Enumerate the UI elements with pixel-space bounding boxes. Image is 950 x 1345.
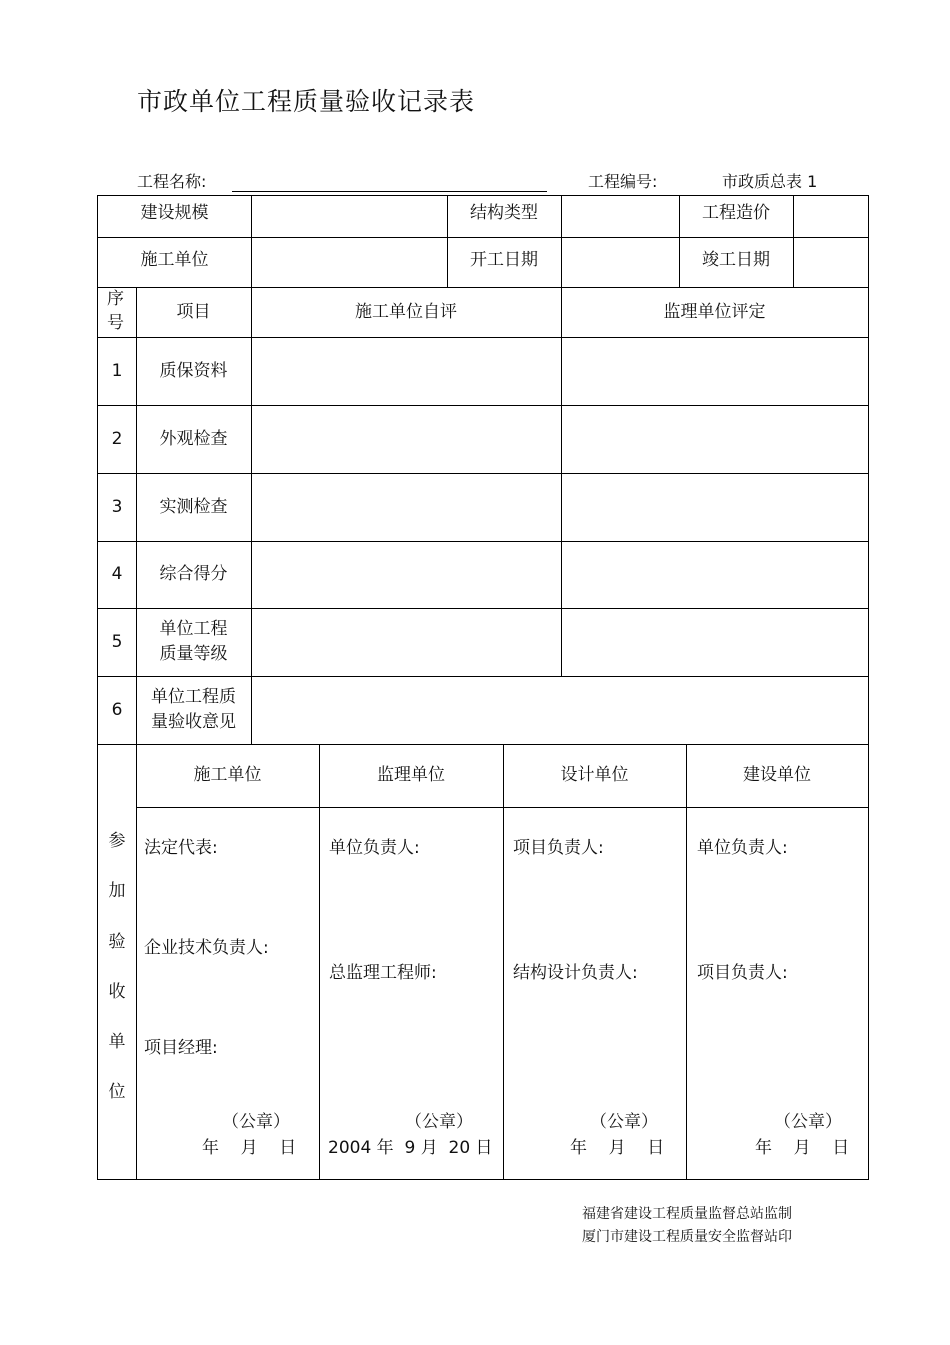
grid-line — [686, 744, 687, 1179]
date-label: 年 月 日 — [202, 1138, 297, 1158]
scale-label: 建设规模 — [140, 202, 209, 223]
supervision-eval-cell[interactable] — [561, 405, 868, 473]
role-label: 总监理工程师: — [329, 963, 437, 983]
role-label: 单位负责人: — [329, 838, 420, 858]
unit-header-construction: 施工单位 — [193, 765, 262, 785]
grid-line — [98, 237, 868, 238]
unit-header-supervision: 监理单位 — [377, 765, 445, 785]
form-code: 市政质总表 1 — [722, 172, 818, 191]
supervision-eval-cell[interactable] — [561, 337, 868, 405]
grid-line — [136, 807, 868, 808]
start-date-field[interactable] — [561, 237, 679, 287]
project-name-field[interactable] — [232, 191, 547, 192]
end-date-field[interactable] — [793, 237, 868, 287]
builder-label: 施工单位 — [140, 249, 209, 270]
item-header: 项目 — [176, 301, 211, 322]
role-label: 项目负责人: — [513, 838, 604, 858]
role-label: 结构设计负责人: — [513, 963, 638, 983]
seq-header-2: 号 — [107, 313, 124, 333]
role-label: 企业技术负责人: — [144, 938, 269, 958]
row-label — [136, 676, 251, 744]
side-label-char: 单 — [108, 1032, 126, 1052]
seal-label: （公章） — [405, 1112, 473, 1132]
acceptance-opinion-cell[interactable] — [251, 676, 868, 744]
role-label: 项目经理: — [144, 1038, 218, 1058]
grid-line — [136, 744, 137, 1179]
end-date-label: 竣工日期 — [702, 249, 770, 270]
row-label-line: 单位工程质 — [151, 687, 236, 707]
row-label-line: 单位工程 — [159, 619, 228, 639]
date-label: 2004 年 9 月 20 日 — [328, 1138, 493, 1158]
side-label-char: 加 — [108, 881, 126, 901]
grid-line — [503, 744, 504, 1179]
scale-field[interactable] — [251, 196, 447, 237]
self-eval-cell[interactable] — [251, 608, 561, 676]
supervision-eval-header: 监理单位评定 — [663, 301, 766, 322]
row-label-line: 质量等级 — [159, 644, 228, 664]
cost-field[interactable] — [793, 196, 868, 237]
side-label-char: 参 — [108, 831, 126, 851]
supervision-eval-cell[interactable] — [561, 473, 868, 541]
row-label — [136, 608, 251, 676]
structure-field[interactable] — [561, 196, 679, 237]
supervision-eval-cell[interactable] — [561, 608, 868, 676]
start-date-label: 开工日期 — [470, 249, 538, 270]
role-label: 项目负责人: — [697, 963, 788, 983]
role-label: 单位负责人: — [697, 838, 788, 858]
grid-line — [319, 744, 320, 1179]
builder-field[interactable] — [251, 237, 447, 287]
side-label-char: 收 — [108, 982, 126, 1002]
row-number: 3 — [111, 496, 123, 517]
page-title: 市政单位工程质量验收记录表 — [137, 87, 476, 116]
seq-header-1: 序 — [107, 289, 124, 309]
self-eval-cell[interactable] — [251, 337, 561, 405]
date-label: 年 月 日 — [755, 1138, 850, 1158]
project-name-label: 工程名称: — [137, 172, 207, 191]
cost-label: 工程造价 — [702, 202, 770, 223]
seal-label: （公章） — [222, 1112, 290, 1132]
self-eval-cell[interactable] — [251, 473, 561, 541]
row-label: 综合得分 — [159, 564, 228, 584]
row-label: 实测检查 — [159, 496, 228, 517]
date-label: 年 月 日 — [570, 1138, 665, 1158]
seal-label: （公章） — [590, 1112, 658, 1132]
supervision-eval-cell[interactable] — [561, 541, 868, 608]
unit-header-design: 设计单位 — [560, 765, 629, 785]
structure-label: 结构类型 — [470, 202, 538, 223]
unit-header-owner: 建设单位 — [743, 765, 811, 785]
side-label-char: 位 — [108, 1082, 126, 1102]
footer-printed-by: 厦门市建设工程质量安全监督站印 — [582, 1229, 792, 1245]
row-number: 2 — [111, 428, 123, 449]
row-label: 质保资料 — [159, 360, 228, 381]
self-eval-cell[interactable] — [251, 405, 561, 473]
row-number: 4 — [111, 564, 123, 584]
row-number: 6 — [111, 699, 123, 720]
side-label-char: 验 — [108, 932, 126, 952]
self-eval-header: 施工单位自评 — [355, 301, 457, 322]
role-label: 法定代表: — [144, 838, 218, 858]
row-label-line: 量验收意见 — [151, 712, 236, 732]
seal-label: （公章） — [774, 1112, 842, 1132]
row-label: 外观检查 — [159, 428, 228, 449]
footer-supervised-by: 福建省建设工程质量监督总站监制 — [582, 1206, 792, 1222]
project-number-label: 工程编号: — [588, 172, 658, 191]
row-number: 1 — [111, 360, 123, 381]
row-number: 5 — [111, 631, 123, 652]
self-eval-cell[interactable] — [251, 541, 561, 608]
